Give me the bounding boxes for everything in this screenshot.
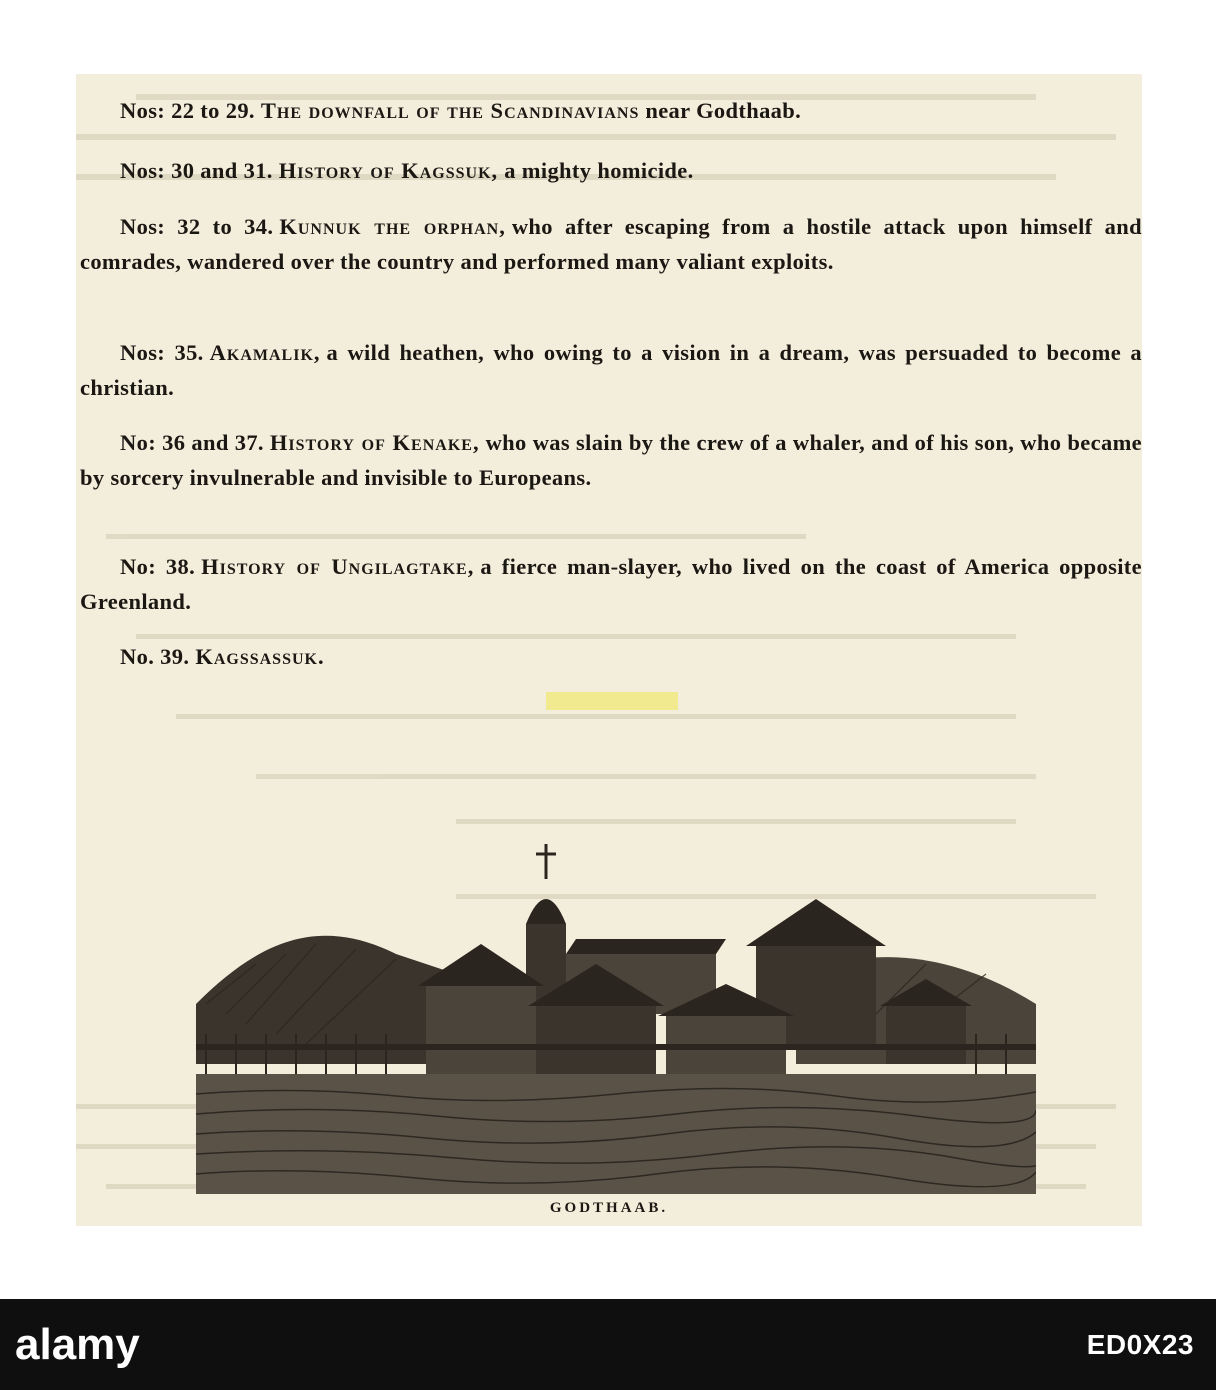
entry-number: Nos: 22 to 29. [120, 97, 255, 123]
entry-title: Kagssassuk. [195, 643, 325, 669]
entry-title: History of Kenake, [269, 429, 480, 455]
entry-text: a mighty homicide. [504, 157, 694, 183]
entry-title: History of Ungilagtake, [201, 553, 475, 579]
entry-text: who after escaping from a hostile attack upon himself and comrades, wandered over the country and performed many valiant exploits. [80, 213, 1142, 274]
entry-no-39 [80, 639, 1142, 674]
entry-number: Nos: 30 and 31. [120, 157, 273, 183]
entry-number: No. 39. [120, 643, 190, 669]
image-code: ED0X23 [1086, 1329, 1194, 1360]
entry-text: near Godthaab. [645, 97, 802, 123]
illustration-caption: GODTHAAB. [549, 1200, 669, 1216]
entry-title: The downfall of the Scandinavians [260, 97, 640, 123]
entry-title: Kunnuk the orphan, [279, 213, 506, 239]
entry-number: No: 38. [120, 553, 196, 579]
entry-number: No: 36 and 37. [120, 429, 264, 455]
watermark-banner [0, 1299, 1216, 1390]
entry-nos-30-31 [80, 153, 1142, 188]
entry-no-38 [80, 549, 1142, 619]
entry-nos-32-34 [80, 209, 1142, 279]
entry-text: who was slain by the crew of a whaler, and of his son, who became by sorcery invulnerable and invisible to Europeans. [80, 429, 1142, 490]
scanned-page [76, 74, 1142, 1226]
entry-text: a fierce man-slayer, who lived on the coast of America opposite Greenland. [80, 553, 1142, 614]
entry-nos-35 [80, 335, 1142, 405]
entry-no-36-37 [80, 425, 1142, 495]
entry-text: a wild heathen, who owing to a vision in a dream, was persuaded to become a christian. [80, 339, 1142, 400]
entry-title: Akamalik, [209, 339, 321, 365]
entry-title: History of Kagssuk, [278, 157, 499, 183]
entry-number: Nos: 32 to 34. [120, 213, 274, 239]
entry-number: Nos: 35. [120, 339, 204, 365]
entry-nos-22-29 [80, 93, 1142, 128]
alamy-logo [15, 1317, 205, 1373]
svg-text:alamy: alamy [15, 1320, 140, 1369]
godthaab-woodcut [196, 804, 1036, 1224]
